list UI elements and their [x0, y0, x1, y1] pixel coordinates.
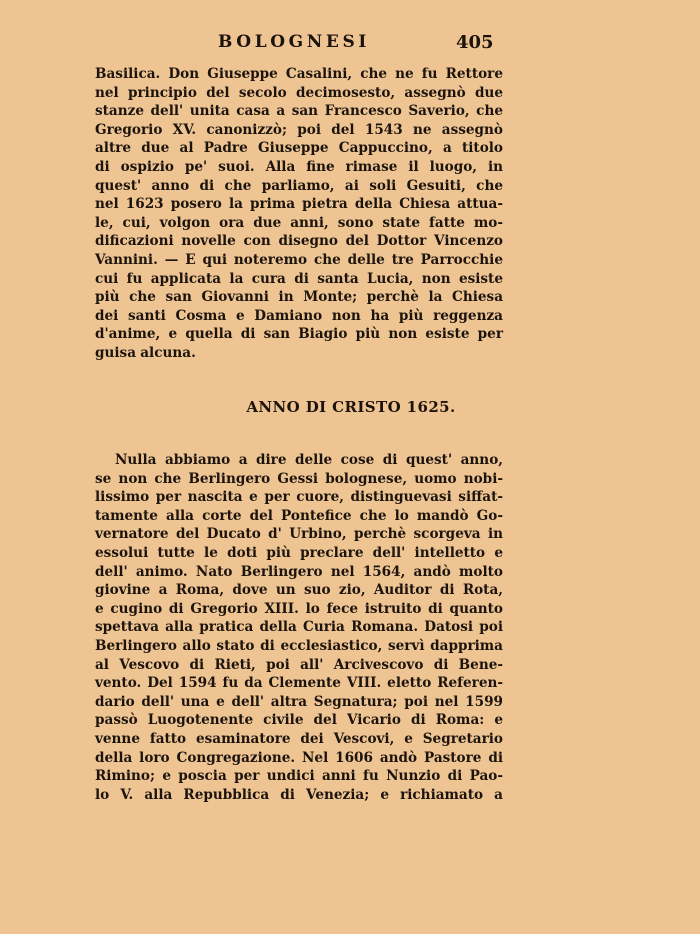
text-line: dei santi Cosma e Damiano non ha più reggenza [95, 307, 503, 324]
text-line: più che san Giovanni in Monte; perchè la Chiesa [95, 289, 503, 306]
text-line: Nulla abbiamo a dire delle cose di quest' anno, [115, 452, 503, 468]
running-head [0, 30, 700, 56]
text-line: venne fatto esaminatore dei Vescovi, e Segretario [95, 730, 503, 747]
text-line: dario dell' una e dell' altra Segnatura; poi nel 1599 [95, 693, 503, 710]
text-line: stanze dell' unita casa a san Francesco Saverio, che [95, 103, 503, 120]
text-line: vento. Del 1594 fu da Clemente VIII. eletto Referen- [95, 675, 503, 692]
text-line: le, cui, volgon ora due anni, sono state fatte mo- [95, 214, 503, 231]
text-line: Vannini. — E qui noteremo che delle tre Parrocchie [95, 251, 503, 268]
text-line: dificazioni novelle con disegno del Dottor Vincenzo [95, 233, 503, 250]
text-line: tamente alla corte del Pontefice che lo mandò Go- [95, 507, 503, 524]
text-line: vernatore del Ducato d' Urbino, perchè scorgeva in [95, 526, 503, 543]
text-line: d'anime, e quella di san Biagio più non esiste per [95, 326, 503, 343]
text-line: altre due al Padre Giuseppe Cappuccino, a titolo [95, 140, 503, 157]
text-line: e cugino di Gregorio XIII. lo fece istruito di quanto [95, 600, 503, 617]
text-line: dell' animo. Nato Berlingero nel 1564, andò molto [95, 563, 503, 580]
text-line: Rimino; e poscia per undici anni fu Nunzio di Pao- [95, 768, 503, 785]
text-line: essolui tutte le doti più preclare dell' intelletto e [95, 544, 503, 561]
running-title: BOLOGNESI [218, 32, 370, 52]
text-line: Gregorio XV. canonizzò; poi del 1543 ne assegnò [95, 121, 503, 138]
text-line: della loro Congregazione. Nel 1606 andò Pastore di [95, 749, 503, 766]
text-line: Basilica. Don Giuseppe Casalini, che ne fu Rettore [95, 66, 503, 82]
section-heading [0, 397, 700, 416]
text-line: Berlingero allo stato di ecclesiastico, servì dapprima [95, 637, 503, 654]
text-line: lo V. alla Repubblica di Venezia; e richiamato a [95, 786, 503, 803]
text-line: nel principio del secolo decimosesto, assegnò due [95, 84, 503, 101]
paragraph-continued [95, 65, 503, 363]
text-line: giovine a Roma, dove un suo zio, Auditor di Rota, [95, 582, 503, 599]
text-line: al Vescovo di Rieti, poi all' Arcivescovo di Bene- [95, 656, 503, 673]
section-heading-text: ANNO DI CRISTO 1625. [246, 398, 456, 416]
text-line: passò Luogotenente civile del Vicario di Roma: e [95, 712, 503, 729]
page-number: 405 [456, 32, 494, 53]
text-line: quest' anno di che parliamo, ai soli Gesuiti, che [95, 177, 503, 194]
text-line: spettava alla pratica della Curia Romana. Datosi poi [95, 619, 503, 636]
text-line: lissimo per nascita e per cuore, distinguevasi siffat- [95, 489, 503, 506]
text-line: di ospizio pe' suoi. Alla fine rimase il luogo, in [95, 158, 503, 175]
text-line: cui fu applicata la cura di santa Lucia, non esiste [95, 270, 503, 287]
paragraph [95, 451, 503, 804]
text-line: guisa alcuna. [95, 344, 196, 361]
text-line: nel 1623 posero la prima pietra della Chiesa attua- [95, 196, 503, 213]
text-line: se non che Berlingero Gessi bolognese, uomo nobi- [95, 470, 503, 487]
